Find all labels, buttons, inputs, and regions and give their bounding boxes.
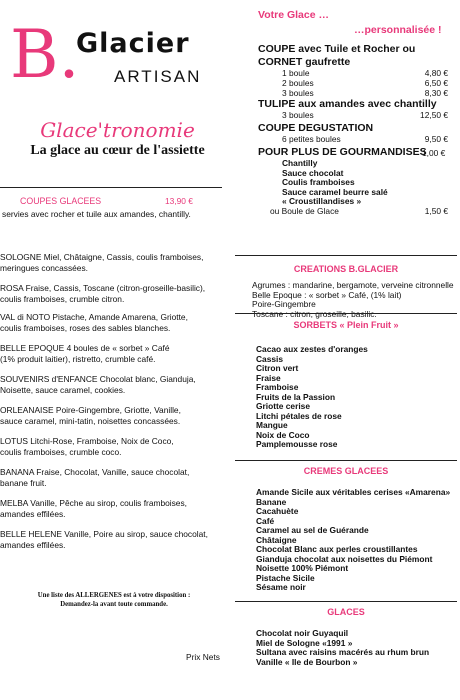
creations-title: CREATIONS B.GLACIER: [293, 264, 399, 274]
logo-initial: B.: [10, 16, 80, 93]
creations-item: Poire-Gingembre: [252, 299, 316, 309]
gourm-item: Sauce chocolat: [282, 167, 344, 178]
degust-title: COUPE DEGUSTATION: [258, 122, 374, 134]
sorbets-item: Litchi pétales de rose: [256, 410, 342, 421]
cremes-item: Chocolat Blanc aux perles croustillantes: [256, 544, 418, 554]
coupe-item-desc2: banane fruit.: [0, 478, 47, 488]
coupe-item-desc1: Poire-Gingembre, Griotte, Vanille,: [53, 405, 181, 415]
sorbets-item: Fraise: [256, 372, 281, 383]
coupe-item-name: SOLOGNE: [0, 252, 42, 262]
coupe-item-name: BELLE EPOQUE: [0, 343, 65, 353]
coupes-desc: servies avec rocher et tuile aux amandes, chantilly.: [2, 209, 191, 219]
coupe-item-desc2: meringues concassées.: [0, 263, 88, 273]
sorbets-item: Griotte cerise: [256, 401, 310, 411]
sorbets-item: Fruits de la Passion: [256, 391, 336, 402]
coupe-item: [0, 405, 222, 427]
coupe-item-line1: [0, 283, 222, 294]
boule-price: 1,50 €: [424, 206, 448, 216]
prix-nets: Prix Nets: [186, 652, 220, 662]
coupe-item-line1: [0, 467, 222, 478]
cremes-item: Châtaigne: [256, 534, 297, 545]
coupe-item-line1: [0, 498, 222, 509]
coupe-item-desc1: Chocolat blanc, Gianduja,: [97, 374, 196, 384]
coupe-item-line1: [0, 374, 222, 385]
votre-glace-left: Votre Glace …: [258, 9, 329, 21]
cremes-item: Café: [256, 515, 275, 526]
divider: [235, 601, 457, 602]
coupe-item-line1: [0, 529, 222, 540]
gourm-price: 1,00 €: [422, 148, 446, 158]
cremes-item: Noisette 100% Piémont: [256, 563, 349, 573]
cornet-title: CORNET gaufrette: [258, 56, 351, 68]
coupe-item-desc1: Litchi-Rose, Framboise, Noix de Coco,: [27, 436, 174, 446]
cremes-item: Cacahuète: [256, 506, 299, 516]
coupe-item-name: LOTUS: [0, 436, 28, 446]
logo-sub: ARTISAN: [114, 67, 202, 86]
votre-glace-right: …personnalisée !: [354, 24, 442, 36]
coupe-item-desc1: Pistache, Amande Amarena, Griotte,: [50, 312, 188, 322]
coupe-item-line1: [0, 252, 222, 263]
coupes-title: COUPES GLACEES: [20, 196, 102, 206]
divider: [0, 187, 222, 188]
coupe-item-line1: [0, 343, 222, 354]
coupe-item: [0, 498, 222, 520]
coupe-item-desc2: Noisette, sauce caramel, cookies.: [0, 385, 126, 395]
allergens-line1: Une liste des ALLERGENES est à votre disposition :: [37, 592, 191, 599]
coupe-item: [0, 252, 222, 274]
divider: [235, 313, 457, 314]
coupe-item-desc2: amandes effilées.: [0, 509, 66, 519]
coupe-item-line1: [0, 312, 222, 323]
coupe-row-price: 8,30 €: [424, 88, 448, 98]
cremes-item: Amande Sicile aux véritables cerises «Amarena»: [256, 487, 451, 497]
allergens-line2: Demandez-la avant toute commande.: [60, 601, 168, 608]
tulipe-title: TULIPE aux amandes avec chantilly: [258, 98, 437, 110]
divider: [235, 255, 457, 256]
coupe-item-name: SOUVENIRS d'ENFANCE: [0, 374, 98, 384]
coupe-item-desc1: Vanille, Pêche au sirop, coulis framboises,: [27, 498, 187, 508]
coupe-row-price: 4,80 €: [424, 68, 448, 78]
coupe-item-desc2: sauce caramel, mini-tatin, noisettes concassées.: [0, 416, 181, 426]
coupe-row-price: 6,50 €: [424, 78, 448, 88]
glaces-item: Chocolat noir Guyaquil: [256, 628, 349, 638]
coupe-item-line1: [0, 436, 222, 447]
coupe-item-desc2: coulis framboises, crumble citron.: [0, 294, 125, 304]
coupe-row-label: 3 boules: [282, 88, 314, 98]
coupe-item-name: BELLE HELENE: [0, 529, 62, 539]
coupe-item: [0, 283, 222, 305]
tagline-title: Glace'tronomie: [40, 118, 195, 142]
coupe-item-desc1: Fraise, Cassis, Toscane (citron-groseille-basilic),: [23, 283, 206, 293]
coupe-item-name: ORLEANAISE: [0, 405, 54, 415]
creations-item: Agrumes : mandarine, bergamote, verveine citronnelle: [252, 280, 454, 290]
degust-row: [282, 134, 448, 145]
coupe-title: COUPE avec Tuile et Rocher ou: [258, 43, 416, 55]
cremes-item: Caramel au sel de Guérande: [256, 525, 369, 535]
glaces-item: Sultana avec raisins macérés au rhum brun: [256, 647, 430, 657]
coupe-item-desc2: amandes effilées.: [0, 540, 66, 550]
divider: [235, 460, 457, 461]
cremes-item: Sésame noir: [256, 582, 306, 592]
tulipe-price: 12,50 €: [420, 110, 448, 120]
cremes-item: Pistache Sicile: [256, 572, 315, 583]
cremes-title: CREMES GLACEES: [303, 466, 389, 476]
sorbets-item: Mangue: [256, 420, 288, 430]
coupe-item-desc1: Vanille, Poire au sirop, sauce chocolat,: [61, 529, 208, 539]
coupe-item: [0, 312, 222, 334]
boule-row: [270, 206, 448, 217]
coupe-item-name: MELBA: [0, 498, 28, 508]
logo: [10, 16, 210, 93]
boule-label: ou Boule de Glace: [270, 206, 339, 216]
coupe-item-desc2: (1% produit laitier), ristretto, crumble café.: [0, 354, 156, 364]
coupe-item: [0, 436, 222, 458]
coupe-item-name: ROSA: [0, 283, 24, 293]
coupe-item-desc1: Fraise, Chocolat, Vanille, sauce chocolat,: [33, 467, 190, 477]
creations-item: Toscane : citron, groseille, basilic.: [252, 308, 377, 319]
logo-name: Glacier: [76, 28, 190, 59]
tulipe-row: [282, 110, 448, 121]
sorbets-item: Pamplemousse rose: [256, 439, 338, 449]
glaces-item: Miel de Sologne «1991 »: [256, 637, 353, 648]
coupe-item-name: VAL di NOTO: [0, 312, 51, 322]
glaces-title: GLACES: [327, 607, 365, 617]
gourm-item: Sauce caramel beurre salé: [282, 186, 388, 197]
coupe-row-label: 2 boules: [282, 78, 314, 88]
tagline-subtitle: La glace au cœur de l'assiette: [30, 143, 205, 158]
coupe-row-label: 1 boule: [282, 68, 310, 78]
sorbets-item: Cassis: [256, 353, 284, 364]
cremes-item: Gianduja chocolat aux noisettes du Piémont: [256, 553, 433, 564]
creations-item: Belle Epoque : « sorbet » Café, (1% lait): [252, 289, 402, 300]
sorbets-title: SORBETS « Plein Fruit »: [293, 320, 399, 330]
coupe-item-desc1: 4 boules de « sorbet » Café: [64, 343, 170, 353]
coupe-item: [0, 467, 222, 489]
sorbets-item: Noix de Coco: [256, 429, 310, 440]
coupe-item-name: BANANA: [0, 467, 34, 477]
cremes-item: Banane: [256, 496, 287, 507]
tulipe-label: 3 boules: [282, 110, 314, 120]
coupes-price: 13,90 €: [165, 196, 193, 206]
gourm-item: « Croustillandises »: [282, 196, 362, 206]
degust-label: 6 petites boules: [282, 134, 341, 144]
sorbets-item: Cacao aux zestes d'oranges: [256, 344, 368, 354]
sorbets-item: Framboise: [256, 382, 299, 392]
glaces-item: Vanille « Ile de Bourbon »: [256, 656, 358, 667]
coupe-item: [0, 374, 222, 396]
gourm-item: Coulis framboises: [282, 177, 355, 187]
gourm-item: Chantilly: [282, 158, 318, 168]
sorbets-item: Citron vert: [256, 363, 299, 373]
coupe-item-desc1: Miel, Châtaigne, Cassis, coulis framboises,: [41, 252, 204, 262]
coupe-item-desc2: coulis framboises, roses des sables blanches.: [0, 323, 171, 333]
coupe-item: [0, 529, 222, 551]
coupe-item-desc2: coulis framboises, crumble coco.: [0, 447, 122, 457]
degust-price: 9,50 €: [424, 134, 448, 144]
coupe-item-line1: [0, 405, 222, 416]
gourm-title: POUR PLUS DE GOURMANDISES: [258, 146, 427, 158]
coupe-item: [0, 343, 222, 365]
